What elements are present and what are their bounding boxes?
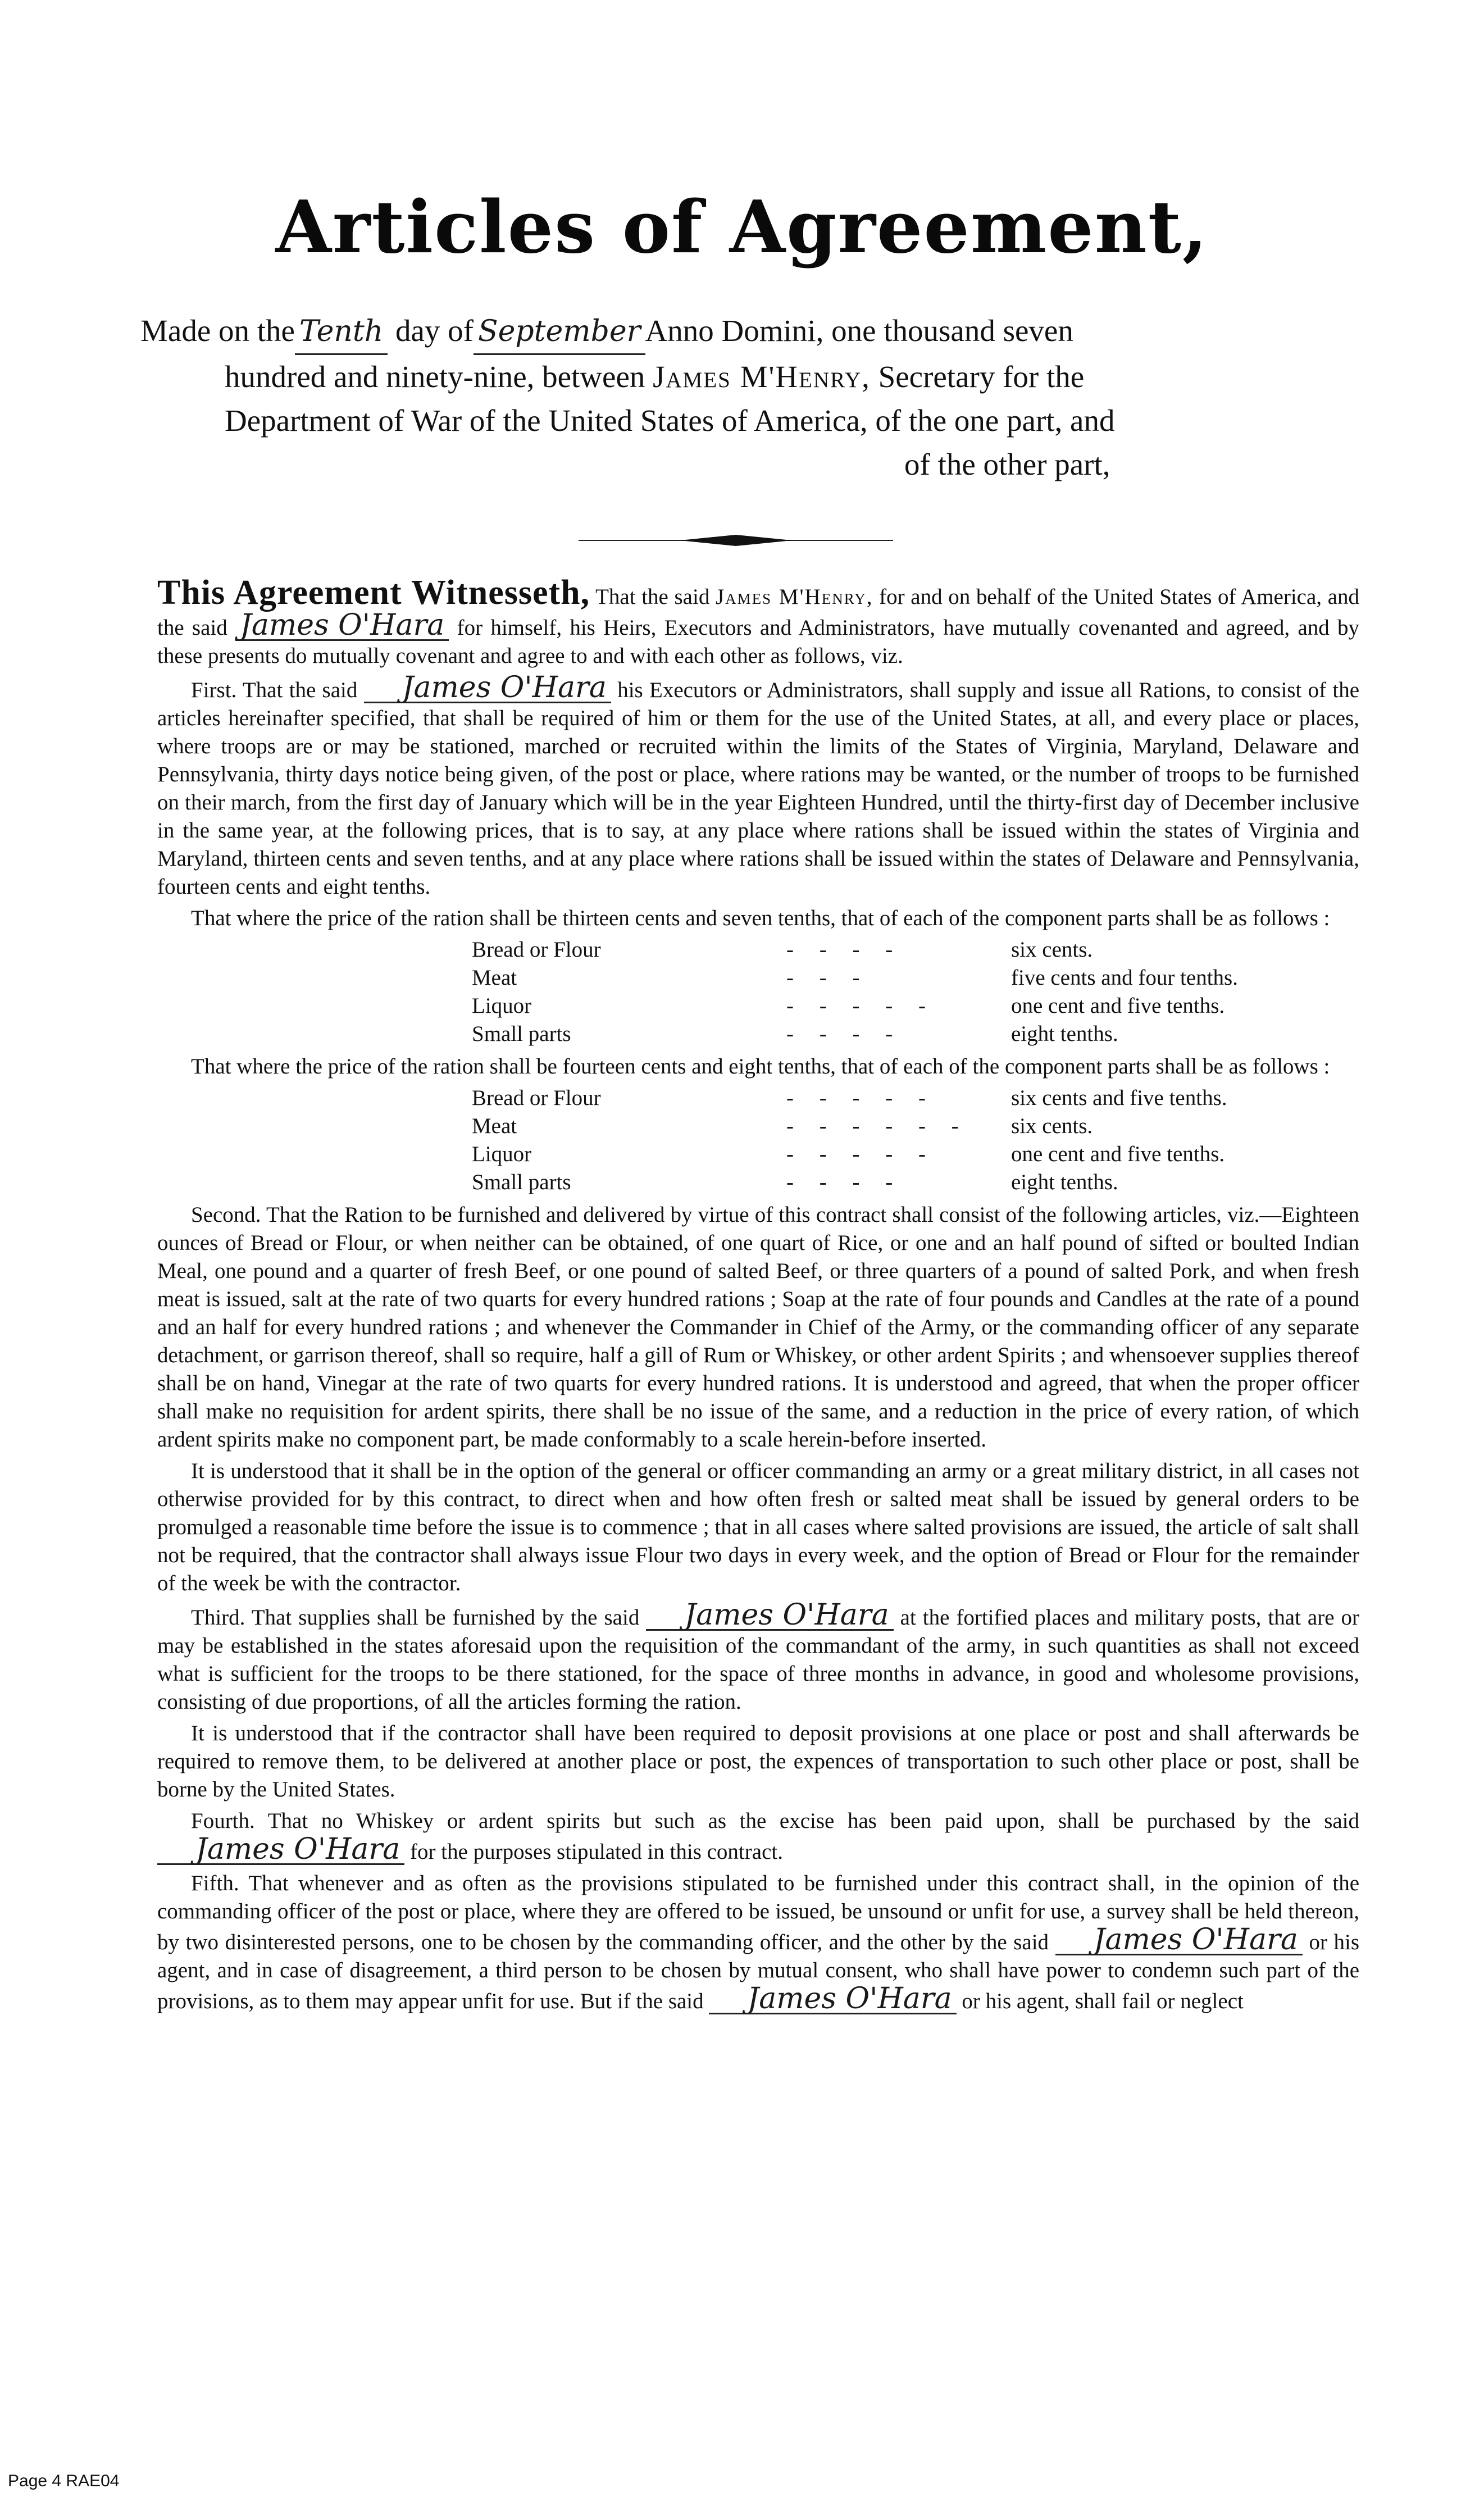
article-label: Second. [191,1203,261,1227]
rate-item: Small parts [472,1170,571,1194]
handwritten-contractor: James O'Hara [646,1601,893,1631]
body-text: or his agent, shall fail or neglect [962,1989,1244,2013]
preamble-line-2 [140,355,1359,399]
rate-row [472,992,1314,1020]
preamble-line-4: of the other part, [904,447,1110,481]
preamble [140,309,1359,486]
rate-item: Bread or Flour [472,1086,601,1110]
article-third [157,1598,1360,1716]
rates-intro-2: That where the price of the ration shall be fourteen cents and eight tenths, that of each of the component parts shall be as follows : [191,1054,1330,1079]
page-title: Articles of Agreement, [275,185,1209,270]
article-fourth [157,1807,1359,1866]
article-label: Third. [191,1605,245,1630]
rate-price: eight tenths. [1011,1022,1118,1046]
rate-row [472,936,1314,964]
preamble-text: Made on the [140,313,295,348]
body-text: That the said [595,585,710,609]
body-text: at the fortified places and military posts, that are or may be established in the states aforesaid upon the requisition of the commandant of the army, in such quantities as shall not exceed what is sufficient for the troops to be there stationed, for the space of three months in advance, in good and wholesome provisions, consisting of due proportions, of all the articles forming the ration. [157,1605,1360,1714]
body-text: That supplies shall be furnished by the said [251,1605,640,1630]
rate-price: six cents. [1011,1114,1093,1138]
rate-row [472,1084,1314,1112]
body-text: That whenever and as often as the provisions stipulated to be furnished under this contract shall, in the opinion of the commanding officer of the post or place, where they are offered to be issued, be unsound or unfit for use, a survey shall be held thereon, by two disinterested persons, one to be chosen by the commanding officer, and the other by the said [157,1871,1360,1954]
rate-item: Meat [472,966,517,990]
article-second [157,1201,1359,1454]
handwritten-contractor: James O'Hara [157,1835,404,1865]
rate-row [472,1112,1314,1140]
rates-intro-1: That where the price of the ration shall be thirteen cents and seven tenths, that of each of the component parts shall be as follows : [191,906,1330,930]
preamble-line-1 [140,309,1359,355]
party-name: James M'Henry, [715,585,873,609]
handwritten-month: September [474,310,645,355]
rate-dots: - - - - - [786,1142,936,1166]
rate-dots: - - - - - - [786,1114,969,1138]
article-fifth [157,1869,1359,2016]
rate-row [472,1020,1314,1048]
rate-dots: - - - - [786,1170,903,1194]
article-first [157,671,1360,901]
handwritten-contractor: James O'Hara [709,1985,956,2014]
agreement-body [157,574,1360,2019]
rate-dots: - - - - - [786,1086,936,1110]
rate-price: five cents and four tenths. [1011,966,1238,990]
rate-item: Liquor [472,994,532,1018]
rate-dots: - - - [786,966,870,990]
rate-row [472,1168,1314,1197]
understood-paragraph-2: It is understood that if the contractor shall have been required to deposit provisions at one place or post and shall afterwards be required to remove them, to be delivered at another place or post, the expences of transportation to such other place or post, shall be borne by the United States. [157,1721,1359,1802]
handwritten-contractor: James O'Hara [364,674,611,703]
rate-price: one cent and five tenths. [1011,1142,1225,1166]
body-text: That no Whiskey or ardent spirits but such as the excise has been paid upon, shall be purchased by the said [267,1809,1360,1833]
body-text: for himself, his Heirs, Executors and Administrators, have mutually covenanted and agreed, and by these presents do mutually covenant and agree to and with each other as follows, viz. [157,616,1360,668]
witness-heading: This Agreement Witnesseth, [157,574,590,612]
rate-item: Bread or Flour [472,938,601,962]
body-text: or his agent, and in case of disagreement, a third person to be chosen by mutual consent, who shall have power to condemn such part of the provisions, as to them may appear unfit for use. But if the said [157,1930,1360,2013]
rate-price: eight tenths. [1011,1170,1118,1194]
article-label: Fourth. [191,1809,255,1833]
body-text: his Executors or Administrators, shall supply and issue all Rations, to consist of the articles hereinafter specified, that shall be required of him or them for the use of the United States, at all, and every place or places, where troops are or may be stationed, marched or recruited within the limits of the States of Virginia, Maryland, Delaware and Pennsylvania, thirty days notice being given, of the post or place, where rations may be wanted, or the number of troops to be furnished on their march, from the first day of January which will be in the year Eighteen Hundred, until the thirty-first day of December inclusive in the same year, at the following prices, that is to say, at any place where rations shall be issued within the states of Virginia and Maryland, thirteen cents and seven tenths, and at any place where rations shall be issued within the states of Delaware and Pennsylvania, fourteen cents and eight tenths. [157,678,1360,899]
rates-table-2 [472,1084,1314,1197]
rate-item: Small parts [472,1022,571,1046]
handwritten-day: Tenth [295,310,388,355]
rate-dots: - - - - [786,938,903,962]
handwritten-contractor: James O'Hara [235,611,449,641]
preamble-text: Secretary for the [878,360,1085,394]
body-text: for the purposes stipulated in this contract. [410,1840,783,1864]
party-name: James M'Henry, [653,360,871,394]
body-text: That the Ration to be furnished and delivered by virtue of this contract shall consist of the following articles, viz.—Eighteen ounces of Bread or Flour, or when neither can be obtained, of one quart of Rice, or one and an half pound of sifted or boulted Indian Meal, one pound and a quarter of fresh Beef, or one pound of salted Beef, or three quarters of a pound of salted Pork, and when fresh meat is issued, salt at the rate of two quarts for every hundred rations ; Soap at the rate of four pounds and Candles at the rate of a pound and an half for every hundred rations ; and whenever the Commander in Chief of the Army, or the commanding officer of any separate detachment, or garrison thereof, shall so require, half a gill of Rum or Whiskey, or other ardent Spirits ; and whensoever supplies thereof shall be on hand, Vinegar at the rate of two quarts for every hundred rations. It is understood and agreed, that when the proper officer shall make no requisition for ardent spirits, there shall be no issue of the same, and a reduction in the price of every ration, of which ardent spirits make no component part, be made conformably to a scale herein-before inserted. [157,1203,1359,1452]
preamble-text: Anno Domini, one thousand seven [645,313,1073,348]
preamble-line-3: Department of War of the United States of America, of the one part, and [225,403,1115,438]
rate-item: Meat [472,1114,517,1138]
article-label: Fifth. [191,1871,239,1895]
preamble-text: hundred and ninety-nine, between [225,360,645,394]
article-label: First. [191,678,237,702]
body-text: for and on behalf of the United States of America, and the said [157,585,1359,640]
rate-item: Liquor [472,1142,532,1166]
rate-dots: - - - - - [786,994,936,1018]
witness-paragraph [157,574,1360,670]
understood-paragraph-1: It is understood that it shall be in the option of the general or officer commanding an army or a great military district, in all cases not otherwise provided for by this contract, to direct when and how often fresh or salted meat shall be issued by general orders to be promulged a reasonable time before the issue is to commence ; that in all cases where salted provisions are issued, the article of salt shall not be required, that the contractor shall always issue Flour two days in every week, and the option of Bread or Flour for the remainder of the week be with the contractor. [157,1459,1359,1595]
rate-price: six cents and five tenths. [1011,1086,1227,1110]
rates-table-1 [472,936,1314,1048]
body-text: That the said [242,678,358,702]
ornamental-rule [579,534,893,547]
rate-price: one cent and five tenths. [1011,994,1225,1018]
page-footer: Page 4 RAE04 [8,2472,120,2490]
rate-price: six cents. [1011,938,1093,962]
rate-dots: - - - - [786,1022,903,1046]
rate-row [472,1140,1314,1168]
handwritten-contractor: James O'Hara [1055,1926,1303,1955]
rate-row [472,964,1314,992]
preamble-text: day of [395,313,474,348]
